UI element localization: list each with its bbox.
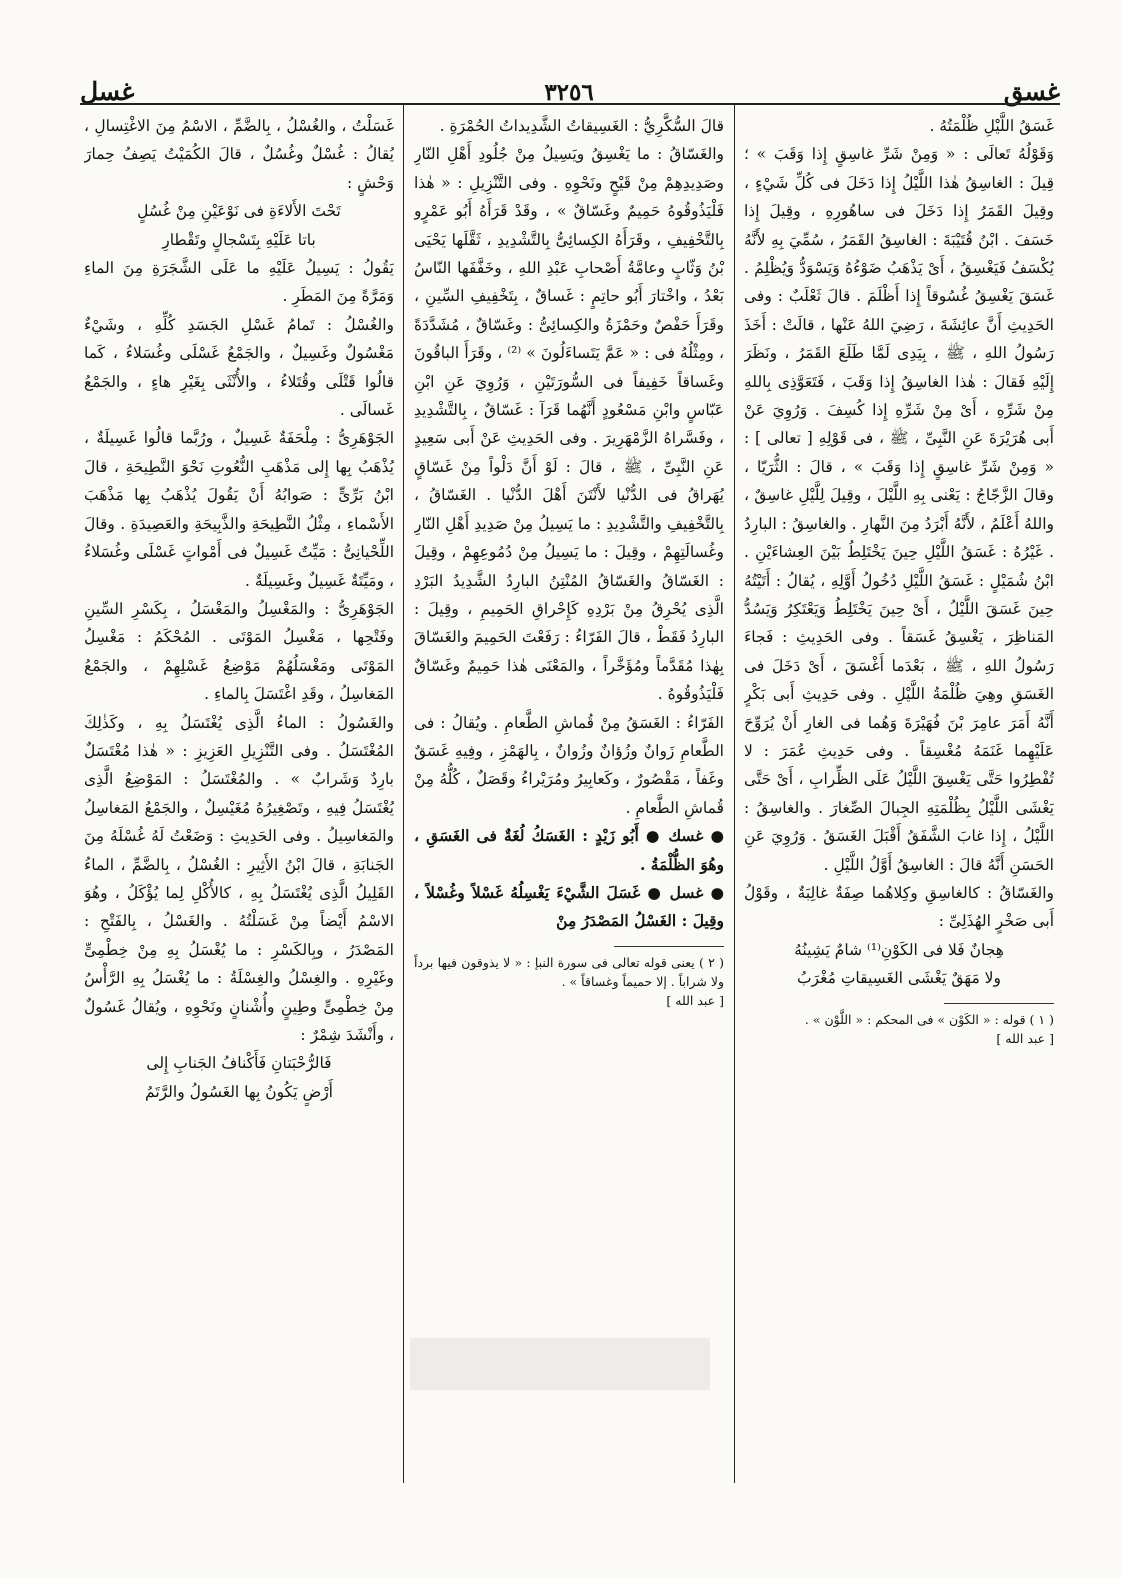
column-divider-left xyxy=(403,103,404,1483)
left-column xyxy=(84,112,394,1472)
verse-line: فَالرُّحْبَتانِ فَأَكْنافُ الجَنابِ إِلى xyxy=(146,1054,332,1073)
footnote: ( ١ ) قوله : « الكَوْن » فى المحكم : « اللَّوْن » . xyxy=(804,1011,1054,1027)
verse-line: تَحْتَ الأَلاءَةِ فى نَوْعَيْنِ مِنْ غُسُلٍ xyxy=(137,202,341,221)
paragraph: غَسَلْتُ ، والغُسْلُ ، بِالضَّمِّ ، الاسْمُ مِنَ الاغْتِسالِ ، يُقالُ : غُسْلٌ وغُسُلٌ ، قالَ الكُمَيْتُ يَصِفُ حِمارَ وَحْشٍ : xyxy=(84,117,394,192)
paragraph: والغَسّاقُ : ما يَغْسِقُ ويَسِيلُ مِنْ جُلُودِ أَهْلِ النّارِ وصَدِيدِهِمْ مِنْ قَيْحٍ ونَحْوِهِ . وفى التَّنْزِيلِ : « هٰذا فَلْيَذُوقُوهُ حَمِيمٌ وغَسّاقٌ » ، وقَدْ قَرَأَهُ أَبُو عَمْرٍو بِالتَّخْفِيفِ ، وقَرَأَهُ الكِسائِىُّ بِالتَّشْدِيدِ ، ثَقَّلَها يَحْيَى بْنُ وَثّابٍ وعامَّةُ أَصْحابِ عَبْدِ اللهِ ، وخَفَّفَها النّاسُ بَعْدُ ، واخْتارَ أَبُو حاتِمٍ : غَساقٌ ، بِتَخْفِيفِ السِّينِ ، وقَرَأَ حَفْصٌ وحَمْزَةُ والكِسائِىُّ : وغَسّاقٌ ، مُشَدَّدَةً ، ومِثْلُهُ فى : « عَمَّ يَتَساءَلُونَ » ⁽²⁾ ، وقَرَأَ الباقُونَ وغَساقاً خَفِيفاً فى السُّورَتَيْنِ ، وَرُوِيَ عَنِ ابْنِ عَبّاسٍ وابْنِ مَسْعُودٍ أَنَّهُما قَرَآ : غَسّاقٌ ، بِالتَّشْدِيدِ ، وفَسَّراهُ الزَّمْهَرِيرَ . وفى الحَدِيثِ عَنْ أَبى سَعِيدٍ عَنِ النَّبِىِّ ، ﷺ ، قالَ : لَوْ أَنَّ دَلْواً مِنْ غَسّاقٍ يُهَراقُ فى الدُّنْيا لأَنْتَنَ أَهْلَ الدُّنْيا . الغَسّاقُ ، بِالتَّخْفِيفِ والتَّشْدِيدِ : ما يَسِيلُ مِنْ صَدِيدِ أَهْلِ النّارِ وغُسالَتِهِمْ ، وقِيلَ : ما يَسِيلُ مِنْ دُمُوعِهِمْ ، وقِيلَ : الغَسّاقُ والغَسّاقُ المُنْتِنُ البارِدُ الشَّدِيدُ البَرْدِ الَّذِى يُحْرِقُ مِنْ بَرْدِهِ كَإِحْراقِ الحَمِيمِ ، وقِيلَ : البارِدُ فَقَطْ ، قالَ الفَرّاءُ : رَفَعْتَ الحَمِيمَ والغَسّاقَ بِهٰذا مُقَدَّماً ومُؤَخَّراً ، والمَعْنَى هٰذا حَمِيمٌ وغَسّاقٌ فَلْيَذُوقُوهُ . xyxy=(414,145,724,704)
header-rule xyxy=(80,103,1060,105)
paragraph: والغَسُولُ : الماءُ الَّذِى يُغْتَسَلُ بِهِ ، وكَذٰلِكَ المُغْتَسَلُ . وفى التَّنْزِيلِ العَزِيزِ : « هٰذا مُغْتَسَلٌ بارِدٌ وَشَرابٌ » . والمُغْتَسَلُ : المَوْضِعُ الَّذِى يُغْتَسَلُ فِيهِ ، وتَصْغِيرُهُ مُغَيْسِلٌ ، والجَمْعُ المَغاسِلُ والمَغاسِيلُ . وفى الحَدِيثِ : وَضَعْتُ لَهُ غُسْلَهُ مِنَ الجَنابَةِ ، قالَ ابْنُ الأَثِيرِ : الغُسْلُ ، بِالضَّمِّ ، الماءُ القَلِيلُ الَّذِى يُغْتَسَلُ بِهِ ، كالأُكْلِ لِما يُؤْكَلُ ، وهُوَ الاسْمُ أَيْضاً مِنْ غَسَلْتُهُ . والغَسْلُ ، بِالفَتْحِ : المَصْدَرُ ، وبِالكَسْرِ : ما يُغْسَلُ بِهِ مِنْ خِطْمِىٍّ وغَيْرِهِ . والغِسْلُ والغِسْلَةُ : ما يُغْسَلُ بِهِ الرَّأْسُ مِنْ خِطْمِىٍّ وطِينٍ وأُشْنانٍ ونَحْوِهِ ، ويُقالُ غَسُولٌ ، وأَنْشَدَ شِمْرٌ : xyxy=(84,713,394,1044)
footnote-signature: [ عبد الله ] xyxy=(666,992,724,1008)
footnote-signature: [ عبد الله ] xyxy=(996,1030,1054,1046)
verse-line: هِجانٌ فَلا فى الكَوْنِ⁽¹⁾ شامٌ يَشِينُهُ xyxy=(794,940,1004,959)
footnote: ( ٢ ) يعنى قوله تعالى فى سورة النبإ : « لا يذوقون فيها برداً ولا شراباً . إلا حميماً وغساقاً » . xyxy=(414,954,724,989)
paragraph: غَسَقُ اللَّيْلِ ظُلْمَتُهُ . xyxy=(929,117,1054,135)
paragraph: يَقُولُ : يَسِيلُ عَلَيْهِ ما عَلَى الشَّجَرَةِ مِنَ الماءِ وَمَرَّةً مِنَ المَطَرِ . xyxy=(84,259,394,306)
paragraph: قالَ السُّكَّرِيُّ : الغَسِيقاتُ الشَّدِيداتُ الحُمْرَةِ . xyxy=(439,117,724,135)
page-header xyxy=(80,62,1060,106)
paragraph: وَقَوْلُهُ تَعالَى : « وَمِنْ شَرِّ غاسِقٍ إِذا وَقَبَ » ؛ قِيلَ : الغاسِقُ هٰذا اللَّيْلُ إِذا دَخَلَ فى كُلِّ شَيْءٍ ، وقِيلَ القَمَرُ إِذا دَخَلَ فى ساهُورِهِ ، وقِيلَ إِذا خَسَفَ . ابْنُ قُتَيْبَةَ : الغاسِقُ القَمَرُ ، سُمِّيَ بِهِ لأَنَّهُ يُكْسَفُ فَيَغْسِقُ ، أَىْ يَذْهَبُ ضَوْءُهُ وَيَسْوَدُّ وَيُظْلِمُ . غَسَقَ يَغْسِقُ غُسُوقاً إِذا أَظْلَمَ . قالَ ثَعْلَبٌ : وفى الحَدِيثِ أَنَّ عائِشَةَ ، رَضِيَ اللهُ عَنْها ، قالَتْ : أَخَذَ رَسُولُ اللهِ ، ﷺ ، بِيَدِى لَمَّا طَلَعَ القَمَرُ ، ونَظَرَ إِلَيْهِ فَقالَ : هٰذا الغاسِقُ إِذا وَقَبَ ، فَتَعَوَّذِى بِاللهِ مِنْ شَرِّهِ ، أَىْ مِنْ شَرِّهِ إِذا كُسِفَ . وَرُوِيَ عَنْ أَبى هُرَيْرَةَ عَنِ النَّبِىِّ ، ﷺ ، فى قَوْلِهِ [ تعالى ] : « وَمِنْ شَرِّ غاسِقٍ إِذا وَقَبَ » ، قالَ : الثُّرَيّا ، وقالَ الزَّجّاجُ : يَعْنى بِهِ اللَّيْلَ ، وقِيلَ لِلَّيْلِ غاسِقٌ ، واللهُ أَعْلَمُ ، لأَنَّهُ أَبْرَدُ مِنَ النَّهارِ . والغاسِقُ : البارِدُ . غَيْرُهُ : غَسَقُ اللَّيْلِ حِينَ يَخْتَلِطُ بَيْنَ العِشاءَيْنِ . ابْنُ شُمَيْلٍ : غَسَقُ اللَّيْلِ دُخُولُ أَوَّلِهِ ، يُقالُ : أَتَيْتُهُ حِينَ غَسَقَ اللَّيْلُ ، أَىْ حِينَ يَخْتَلِطُ وَيَعْتَكِرُ وَيَسُدُّ المَناظِرَ ، يَغْسِقُ غَسَقاً . وفى الحَدِيثِ : فَجاءَ رَسُولُ اللهِ ، ﷺ ، بَعْدَما أَغْسَقَ ، أَىْ دَخَلَ فى الغَسَقِ وهِيَ ظُلْمَةُ اللَّيْلِ . وفى حَدِيثِ أَبى بَكْرٍ أَنَّهُ أَمَرَ عامِرَ بْنَ فُهَيْرَةَ وَهُما فى الغارِ أَنْ يُرَوِّحَ عَلَيْهِما غَنَمَهُ مُغْسِقاً . وفى حَدِيثِ عُمَرَ : لا تُفْطِرُوا حَتَّى يَغْسِقَ اللَّيْلُ عَلَى الظِّرابِ ، أَىْ حَتَّى يَغْشَى اللَّيْلُ بِظُلْمَتِهِ الجِبالَ الصِّغارَ . والغاسِقُ : اللَّيْلُ ، إِذا غابَ الشَّفَقُ أَقْبَلَ الغَسَقُ . وَرُوِيَ عَنِ الحَسَنِ أَنَّهُ قالَ : الغاسِقُ أَوَّلُ اللَّيْلِ . xyxy=(744,145,1054,874)
left-running-headword: غسل xyxy=(80,77,135,106)
paragraph: الفَرّاءُ : الغَسَقُ مِنْ قُماشِ الطَّعامِ . ويُقالُ : فى الطَّعامِ زَوانٌ وزُؤانٌ وزُوانٌ ، بِالهَمْزِ ، وفِيهِ غَسَقٌ وغَفاً ، مَقْصُورٌ ، وكَعابِيرُ ومُرَيْراءُ وقَصَلٌ ، كُلُّهُ مِنْ قُماشِ الطَّعامِ . xyxy=(414,713,724,817)
paragraph: الجَوْهَرِىُّ : مِلْحَفَةٌ غَسِيلٌ ، ورُبَّما قالُوا غَسِيلَةٌ ، يُذْهَبُ بِها إِلى مَذْهَبِ النُّعُوتِ نَحْوَ النَّطِيحَةِ ، قالَ ابْنُ بَرِّىٍّ : صَوابُهُ أَنْ يَقُولَ يُذْهَبُ بِها مَذْهَبَ الأَسْماءِ ، مِثْلُ النَّطِيحَةِ والذَّبِيحَةِ والعَصِيدَةِ . وقالَ اللِّحْيانِىُّ : مَيِّتٌ غَسِيلٌ فى أَمْواتٍ غَسْلَى وغُسَلاءُ ، ومَيِّتَةٌ غَسِيلٌ وغَسِيلَةٌ . xyxy=(84,429,394,590)
entry-ghsl: ● غسل ● غَسَلَ الشَّيْءَ يَغْسِلُهُ غَسْلاً وغُسْلاً ، وقِيلَ : الغَسْلُ المَصْدَرُ مِنْ xyxy=(414,882,724,931)
paragraph: والغَسّاقُ : كالغاسِقِ وكِلاهُما صِفَةٌ غالِبَةٌ ، وقَوْلُ أَبى صَخْرٍ الهُذَلِىِّ : xyxy=(744,883,1054,931)
middle-column xyxy=(414,112,724,1472)
paragraph: الجَوْهَرِىُّ : والمَغْسِلُ والمَغْسَلُ ، بِكَسْرِ السِّينِ وفَتْحِها ، مَغْسِلُ المَوْتَى . المُحْكَمُ : مَغْسِلُ المَوْتَى ومَغْسَلُهُمْ مَوْضِعُ غَسْلِهِمْ ، والجَمْعُ المَغاسِلُ ، وقَدِ اغْتَسَلَ بِالماءِ . xyxy=(84,599,394,704)
handwritten-annotation xyxy=(410,1338,710,1390)
verse-line: أَرْضٍ يَكُونُ بِها الغَسُولُ والرَّتَمُ xyxy=(145,1082,333,1101)
paragraph: والغُسْلُ : تَمامُ غَسْلِ الجَسَدِ كُلِّهِ ، وشَيْءٌ مَغْسُولٌ وغَسِيلٌ ، والجَمْعُ غَسْلَى وغُسَلاءُ ، كَما قالُوا قَتْلَى وقُتَلاءُ ، والأُنْثَى بِغَيْرِ هاءٍ ، والجَمْعُ غَسالَى . xyxy=(84,315,394,420)
right-column xyxy=(744,112,1054,1472)
verse-line: ولا مَهَقٌ يَغْشَى الغَسِيقاتِ مُغْرَبُ xyxy=(796,969,1002,988)
right-running-headword: غسق xyxy=(1003,77,1060,106)
footnote-rule xyxy=(944,1003,1054,1004)
verse-line: باتا عَلَيْهِ بِتَسْجالٍ وتَقْطارِ xyxy=(162,230,316,249)
entry-ghsk: ● غسك ● أَبُو زَيْدٍ : الغَسَكُ لُغَةٌ فى الغَسَقِ ، وهُوَ الظُّلْمَةُ . xyxy=(414,826,724,874)
footnote-rule xyxy=(614,946,724,947)
page-number: ٣٢٥٦ xyxy=(544,79,594,106)
column-divider-right xyxy=(734,103,735,1483)
